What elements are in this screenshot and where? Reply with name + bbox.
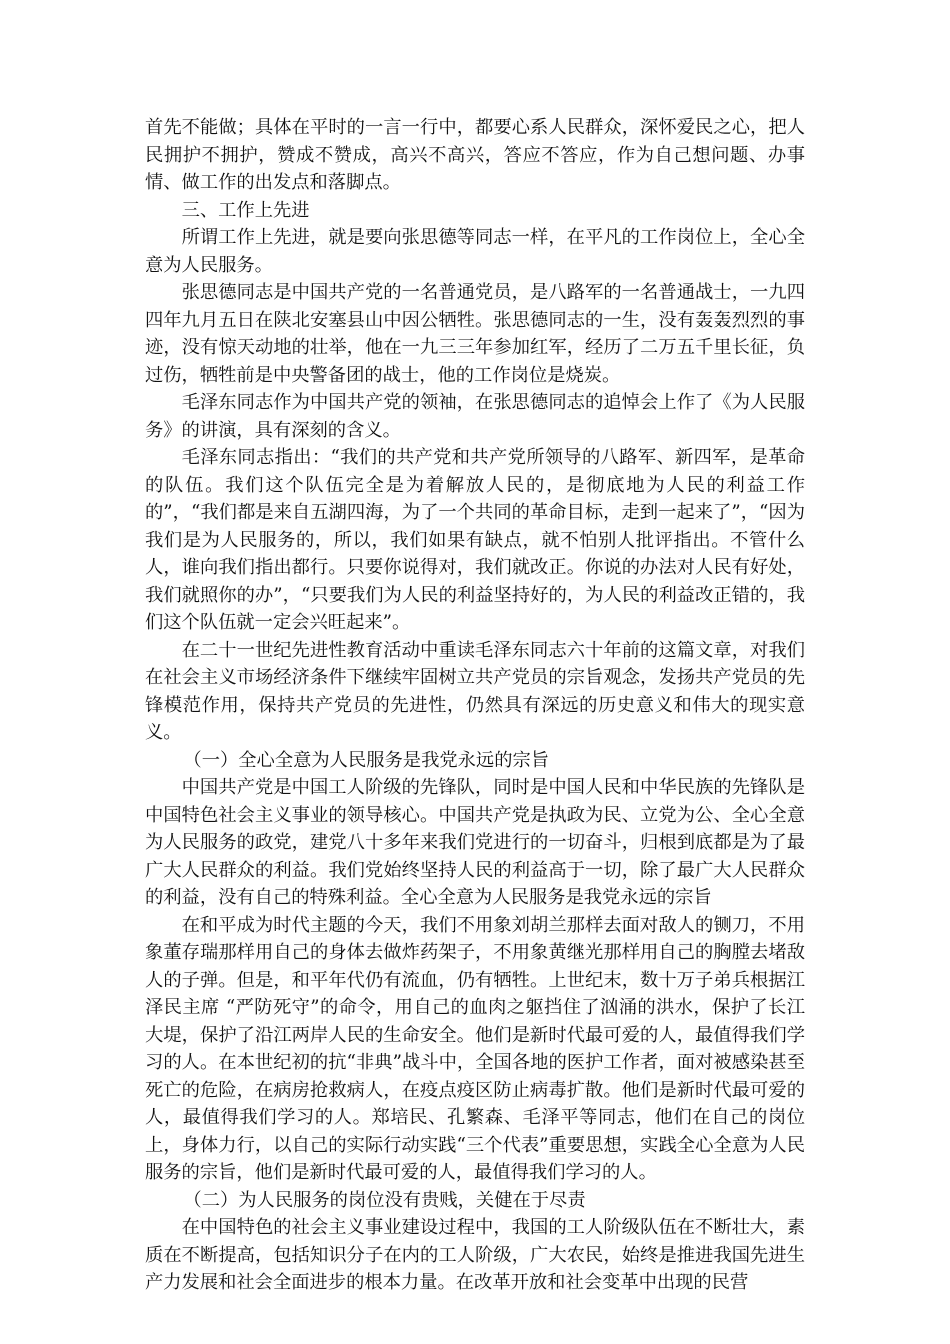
paragraph-peacetime-heroes: 在和平成为时代主题的今天，我们不用象刘胡兰那样去面对敌人的铡刀，不用象董存瑞那样用自己的身体去做炸药架子，不用象黄继光那样用自己的胸膛去堵敌人的子弹。但是，和平年代仍有流血，仍有牺牲。上世纪末，数十万子弟兵根据江泽民主席 “严防死守”的命令，用自己的血肉之躯挡住了汹涌的洪水，保护了长江大堤，保护了沿江两岸人民的生命安全。他们是新时代最可爱的人，最值得我们学习的人。在本世纪初的抗“非典”战斗中，全国各地的医护工作者，面对被感染甚至死亡的危险，在病房抢救病人，在疫点疫区防止病毒扩散。他们是新时代最可爱的人，最值得我们学习的人。郑培民、孔繁森、毛泽平等同志，他们在自己的岗位上，身体力行，以自己的实际行动实践“三个代表”重要思想，实践全心全意为人民服务的宗旨，他们是新时代最可爱的人，最值得我们学习的人。	[145, 914, 805, 1183]
paragraph-work-advanced-definition: 所谓工作上先进，就是要向张思德等同志一样，在平凡的工作岗位上，全心全意为人民服务。	[145, 227, 805, 276]
section-heading-work-advanced: 三、工作上先进	[181, 199, 310, 221]
paragraph-working-class: 在中国特色的社会主义事业建设过程中，我国的工人阶级队伍在不断壮大，素质在不断提高，包括知识分子在内的工人阶级，广大农民，始终是推进我国先进生产力发展和社会全面进步的根本力量。在改革开放和社会变革中出现的民营	[145, 1217, 805, 1293]
paragraph-party-purpose: 中国共产党是中国工人阶级的先锋队，同时是中国人民和中华民族的先锋队是中国特色社会主义事业的领导核心。中国共产党是执政为民、立党为公、全心全意为人民服务的政党，建党八十多年来我们党进行的一切奋斗，归根到底都是为了最广大人民群众的利益。我们党始终坚持人民的利益高于一切，除了最广大人民群众的利益，没有自己的特殊利益。全心全意为人民服务是我党永远的宗旨	[145, 777, 805, 908]
paragraph-mao-speech-intro: 毛泽东同志作为中国共产党的领袖，在张思德同志的追悼会上作了《为人民服务》的讲演，具有深刻的含义。	[145, 392, 805, 441]
paragraph-contemporary-significance: 在二十一世纪先进性教育活动中重读毛泽东同志六十年前的这篇文章，对我们在社会主义市场经济条件下继续牢固树立共产党员的宗旨观念，发扬共产党员的先锋模范作用，保持共产党员的先进性，仍然具有深远的历史意义和伟大的现实意义。	[145, 639, 805, 743]
paragraph-continuation: 首先不能做；具体在平时的一言一行中，都要心系人民群众，深怀爱民之心，把人民拥护不拥护，赞成不赞成，高兴不高兴，答应不答应，作为自己想问题、办事情、做工作的出发点和落脚点。	[145, 117, 805, 193]
subheading-purpose: （一）全心全意为人民服务是我党永远的宗旨	[183, 749, 550, 771]
document-page	[145, 114, 805, 1297]
subheading-no-rank-in-service: （二）为人民服务的岗位没有贵贱，关健在于尽责	[183, 1189, 586, 1211]
paragraph-zhang-side-biography: 张思德同志是中国共产党的一名普通党员，是八路军的一名普通战士，一九四四年九月五日在陕北安塞县山中因公牺牲。张思德同志的一生，没有轰轰烈烈的事迹，没有惊天动地的壮举，他在一九三三年参加红军，经历了二万五千里长征，负过伤，牺牲前是中央警备团的战士，他的工作岗位是烧炭。	[145, 282, 805, 386]
paragraph-mao-quotation: 毛泽东同志指出：“我们的共产党和共产党所领导的八路军、新四军，是革命的队伍。我们这个队伍完全是为着解放人民的，是彻底地为人民的利益工作的”，“我们都是来自五湖四海，为了一个共同的革命目标，走到一起来了”，“因为我们是为人民服务的，所以，我们如果有缺点，就不怕别人批评指出。不管什么人，谁向我们指出都行。只要你说得对，我们就改正。你说的办法对人民有好处，我们就照你的办”，“只要我们为人民的利益坚持好的，为人民的利益改正错的，我们这个队伍就一定会兴旺起来”。	[145, 447, 805, 633]
